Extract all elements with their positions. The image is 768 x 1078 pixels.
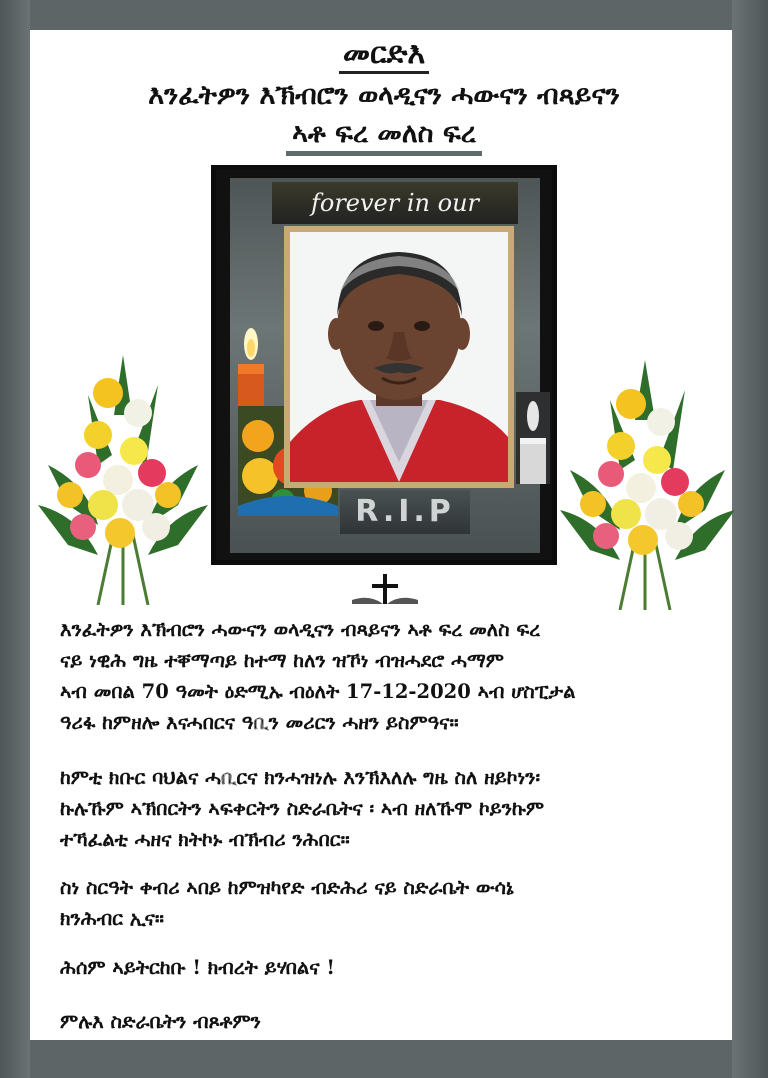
candle-icon [516,392,550,484]
text-line: ሕሰም ኣይትርከቡ ! ክብረት ይሃበልና ! [60,956,335,979]
text-line: ስነ ስርዓት ቀብሪ ኣበይ ከምዝካየድ ብድሕሪ ናይ ስድራቤት ውሳኔ [60,876,514,899]
text-line: ከምቲ ክቡር ባህልና ሓቢርና ክንሓዝነሉ እንኽእለሉ ግዜ ስለ ዘይኮነን፡ [60,766,541,789]
funeral-paragraph [60,872,720,934]
text-line: ክንሕብር ኢና። [60,907,164,930]
memorial-photo-frame [211,165,557,565]
text-line: ምሉእ ስድራቤትን ብጾቶምን [60,1010,261,1033]
text-line: ኩሉኹም ኣኽበርትን ኣፍቀርትን ስድራቤትና ፡ ኣብ ዘለኹሞ ኮይንኩም [60,797,545,820]
cross-icon [350,572,420,612]
frame-top [0,0,768,30]
text-line: ተኻፈልቲ ሓዘና ክትኮኑ ብኽብሪ ንሕበር። [60,828,350,851]
text-line: ናይ ነዊሕ ግዜ ተቐማጣይ ከተማ ከለን ዝኾነ ብዝሓደሮ ሓማም [60,649,505,672]
frame-left [0,0,30,1078]
document-title: መርድእ [0,36,768,71]
signature-line [60,1006,720,1037]
photo-background [230,178,540,553]
flower-bouquet-icon [555,360,745,610]
document-subtitle: እንፈትዎን እኽብሮን ወላዲናን ሓውናን ብጻይናን [148,80,620,111]
deceased-name: ኣቶ ፍረ መለስ ፍረ [0,118,768,150]
announcement-paragraph [60,614,720,738]
deceased-portrait [284,226,514,488]
forever-banner: forever in our [272,182,518,224]
flower-bouquet-icon [28,355,218,605]
frame-bottom [0,1040,768,1078]
text-line: እንፈትዎን እኽብሮን ሓውናን ወላዲናን ብጻይናን ኣቶ ፍረ መለስ ፍረ [60,618,541,641]
invitation-paragraph [60,762,720,855]
portrait-image [290,232,508,482]
text-line: ኣብ መበል 70 ዓመት ዕድሚኡ ብዕለት 17-12-2020 ኣብ ሆስፒታል [60,680,576,703]
rip-plaque: R.I.P [340,490,470,534]
text-line: ዓሪፋ ከምዘሎ እናሓበርና ዓቢን መሪርን ሓዘን ይስምዓና። [60,711,459,734]
condolence-line [60,952,720,983]
